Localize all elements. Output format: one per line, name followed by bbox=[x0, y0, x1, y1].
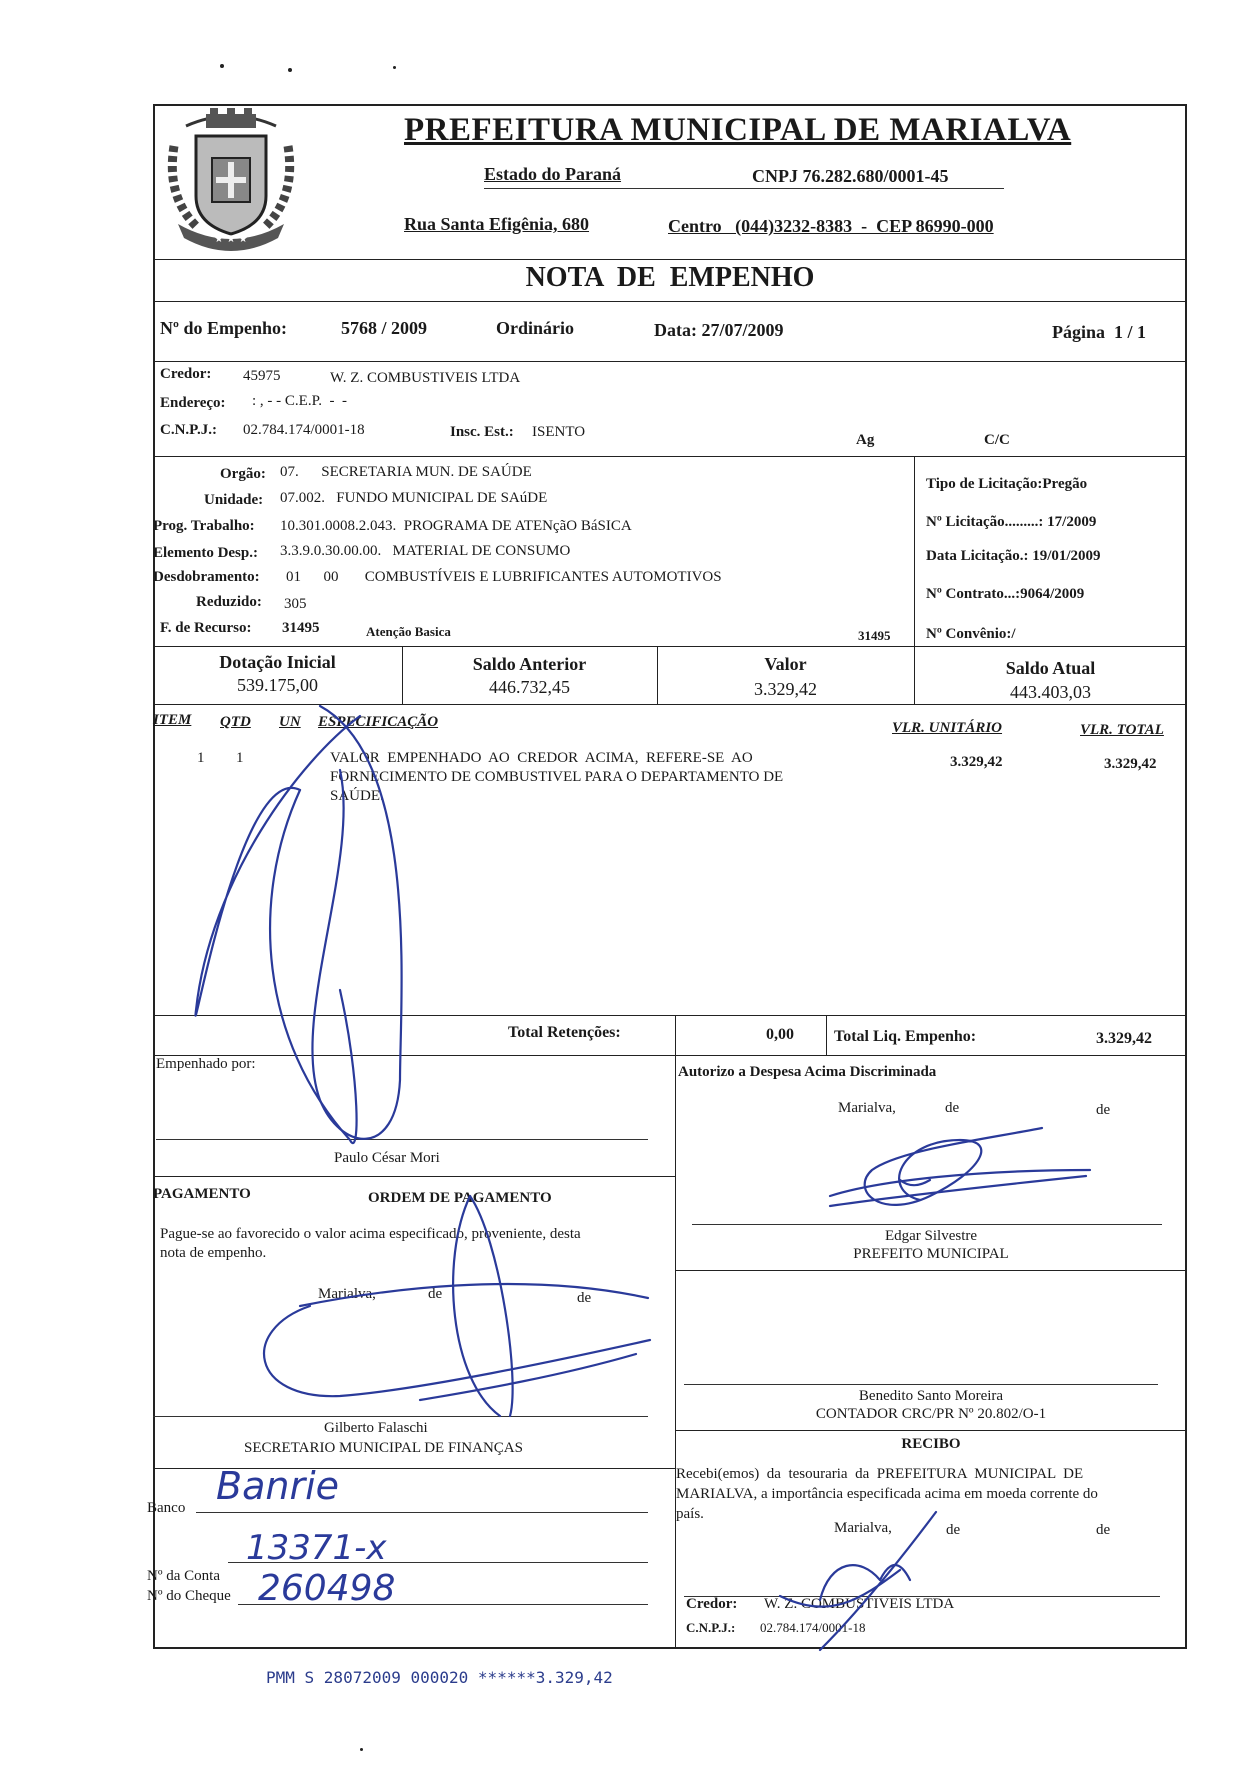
recibo-texto-2: MARIALVA, a importância especificada acima em moeda corrente do bbox=[676, 1486, 1098, 1502]
empenho-label: Nº do Empenho: bbox=[160, 318, 287, 338]
credor-label: Credor: bbox=[160, 366, 212, 382]
contador-nome: Benedito Santo Moreira bbox=[858, 1388, 1004, 1404]
pagamento-de-1: de bbox=[428, 1286, 443, 1302]
autorizo-label: Autorizo a Despesa Acima Discriminada bbox=[678, 1064, 937, 1080]
pagamento-texto-1: Pague-se ao favorecido o valor acima especificado, proveniente, desta bbox=[160, 1226, 581, 1242]
empenhado-label: Empenhado por: bbox=[156, 1056, 256, 1072]
retencoes-value: 0,00 bbox=[766, 1026, 794, 1043]
recurso-nome: Atenção Basica bbox=[366, 624, 451, 639]
orgao-value: 07. SECRETARIA MUN. DE SAÚDE bbox=[280, 464, 532, 480]
unidade-label: Unidade: bbox=[204, 492, 264, 508]
signature-prefeito bbox=[830, 1128, 1090, 1206]
estado: Estado do Paraná bbox=[484, 164, 622, 184]
endereco-value: : , - - C.E.P. - - bbox=[252, 393, 347, 409]
svg-text:★ ★ ★: ★ ★ ★ bbox=[214, 234, 248, 245]
fone-cep: Centro (044)3232-8383 - CEP 86990-000 bbox=[668, 216, 994, 236]
empenho-tipo: Ordinário bbox=[496, 318, 575, 338]
item-espec-line1: VALOR EMPENHADO AO CREDOR ACIMA, REFERE-SE AO bbox=[330, 750, 753, 766]
prog-label: Prog. Trabalho: bbox=[153, 518, 255, 534]
col-vlr-unitario: VLR. UNITÁRIO bbox=[892, 720, 1003, 736]
numero-licitacao: Nº Licitação.........: 17/2009 bbox=[926, 514, 1097, 530]
elemento-value: 3.3.9.0.30.00.00. MATERIAL DE CONSUMO bbox=[280, 543, 571, 559]
empenho-data: Data: 27/07/2009 bbox=[654, 320, 784, 340]
recurso-codigo-2: 31495 bbox=[858, 628, 891, 643]
banco-value: Banrie bbox=[216, 1464, 339, 1508]
contador-cargo: CONTADOR CRC/PR Nº 20.802/O-1 bbox=[815, 1406, 1047, 1422]
conta-value: 13371-x bbox=[246, 1528, 387, 1568]
pagina: Página 1 / 1 bbox=[1052, 322, 1147, 342]
prefeito-nome: Edgar Silvestre bbox=[884, 1228, 978, 1244]
reduzido-value: 305 bbox=[284, 596, 307, 612]
recibo-de-2: de bbox=[1096, 1522, 1111, 1538]
signature-recibo bbox=[780, 1512, 936, 1650]
empenho-numero: 5768 / 2009 bbox=[341, 318, 428, 338]
desdob-value: 01 00 COMBUSTÍVEIS E LUBRIFICANTES AUTOMOTIVOS bbox=[286, 569, 722, 585]
recibo-texto-1: Recebi(emos) da tesouraria da PREFEITURA MUNICIPAL DE bbox=[676, 1466, 1084, 1482]
autorizo-local: Marialva, bbox=[838, 1100, 896, 1116]
item-vlr-total: 3.329,42 bbox=[1104, 756, 1157, 772]
anterior-label: Saldo Anterior bbox=[472, 654, 587, 674]
item-espec-line2: FORNECIMENTO DE COMBUSTIVEL PARA O DEPARTAMENTO DE bbox=[330, 769, 784, 785]
doc-title: NOTA DE EMPENHO bbox=[525, 262, 815, 293]
recibo-cnpj: 02.784.174/0001-18 bbox=[760, 1620, 866, 1635]
recibo-local: Marialva, bbox=[834, 1520, 892, 1536]
desdob-label: Desdobramento: bbox=[153, 569, 260, 585]
page-title: PREFEITURA MUNICIPAL DE MARIALVA bbox=[404, 112, 1072, 148]
recibo-de-1: de bbox=[946, 1522, 961, 1538]
endereco-prefeitura: Rua Santa Efigênia, 680 bbox=[404, 214, 590, 234]
prog-value: 10.301.0008.2.043. PROGRAMA DE ATENçãO BáSICA bbox=[280, 518, 632, 534]
pagamento-label: PAGAMENTO bbox=[153, 1186, 251, 1202]
liq-value: 3.329,42 bbox=[1096, 1030, 1152, 1047]
autorizo-de-2: de bbox=[1096, 1102, 1111, 1118]
conta-label: Nº da Conta bbox=[147, 1568, 220, 1584]
secretario-nome: Gilberto Falaschi bbox=[324, 1420, 428, 1436]
signature-secretario bbox=[264, 1196, 650, 1416]
valor-value: 3.329,42 bbox=[754, 679, 817, 699]
recurso-codigo: 31495 bbox=[282, 620, 320, 636]
col-item: ITEM bbox=[153, 712, 192, 728]
banco-label: Banco bbox=[147, 1500, 186, 1516]
orgao-label: Orgão: bbox=[220, 466, 266, 482]
item-espec-line3: SAÚDE. bbox=[330, 788, 384, 804]
atual-label: Saldo Atual bbox=[1005, 658, 1096, 678]
valor-label: Valor bbox=[764, 654, 807, 674]
cheque-value: 260498 bbox=[258, 1568, 396, 1609]
dotacao-value: 539.175,00 bbox=[237, 675, 318, 695]
item-qtd: 1 bbox=[236, 750, 244, 766]
pagamento-de-2: de bbox=[577, 1290, 592, 1306]
tipo-licitacao: Tipo de Licitação:Pregão bbox=[926, 476, 1088, 492]
recibo-credor-label: Credor: bbox=[686, 1596, 738, 1612]
ag-label: Ag bbox=[856, 432, 875, 448]
signature-empenhado bbox=[196, 706, 402, 1143]
autorizo-de-1: de bbox=[945, 1100, 960, 1116]
insc-label: Insc. Est.: bbox=[450, 424, 514, 440]
col-qtd: QTD bbox=[220, 714, 251, 730]
credor-codigo: 45975 bbox=[243, 368, 281, 384]
numero-contrato: Nº Contrato...:9064/2009 bbox=[926, 586, 1085, 602]
prefeito-cargo: PREFEITO MUNICIPAL bbox=[853, 1246, 1009, 1262]
recibo-cnpj-label: C.N.P.J.: bbox=[686, 1620, 736, 1635]
cc-label: C/C bbox=[984, 432, 1010, 448]
endereco-label: Endereço: bbox=[160, 395, 226, 411]
cheque-label: Nº do Cheque bbox=[147, 1588, 231, 1604]
atual-value: 443.403,03 bbox=[1010, 682, 1091, 702]
autenticacao-mecanica: PMM S 28072009 000020 ******3.329,42 bbox=[266, 1668, 613, 1687]
data-licitacao: Data Licitação.: 19/01/2009 bbox=[926, 548, 1101, 564]
recibo-credor: W. Z. COMBUSTIVEIS LTDA bbox=[764, 1596, 955, 1612]
anterior-value: 446.732,45 bbox=[489, 677, 570, 697]
elemento-label: Elemento Desp.: bbox=[153, 545, 258, 561]
recibo-texto-3: país. bbox=[676, 1506, 704, 1522]
pagamento-local: Marialva, bbox=[318, 1286, 376, 1302]
ordem-label: ORDEM DE PAGAMENTO bbox=[368, 1190, 552, 1206]
credor-cnpj: 02.784.174/0001-18 bbox=[243, 422, 365, 438]
recurso-label: F. de Recurso: bbox=[160, 620, 252, 636]
col-vlr-total: VLR. TOTAL bbox=[1080, 722, 1164, 738]
retencoes-label: Total Retenções: bbox=[508, 1024, 621, 1041]
recibo-title: RECIBO bbox=[901, 1436, 961, 1452]
item-vlr-unitario: 3.329,42 bbox=[950, 754, 1003, 770]
dotacao-label: Dotação Inicial bbox=[219, 652, 336, 672]
liq-label: Total Liq. Empenho: bbox=[834, 1028, 977, 1045]
cnpj-label: C.N.P.J.: bbox=[160, 422, 217, 438]
numero-convenio: Nº Convênio:/ bbox=[926, 626, 1016, 642]
secretario-cargo: SECRETARIO MUNICIPAL DE FINANÇAS bbox=[244, 1440, 523, 1456]
col-un: UN bbox=[279, 714, 301, 730]
unidade-value: 07.002. FUNDO MUNICIPAL DE SAúDE bbox=[280, 490, 548, 506]
reduzido-label: Reduzido: bbox=[196, 594, 262, 610]
col-especificacao: ESPECIFICAÇÃO bbox=[318, 714, 439, 730]
empenhado-nome: Paulo César Mori bbox=[334, 1150, 440, 1166]
cnpj-prefeitura: CNPJ 76.282.680/0001-45 bbox=[752, 166, 949, 186]
item-number: 1 bbox=[197, 750, 205, 766]
pagamento-texto-2: nota de empenho. bbox=[160, 1245, 267, 1261]
credor-nome: W. Z. COMBUSTIVEIS LTDA bbox=[330, 370, 521, 386]
insc-value: ISENTO bbox=[532, 424, 586, 440]
